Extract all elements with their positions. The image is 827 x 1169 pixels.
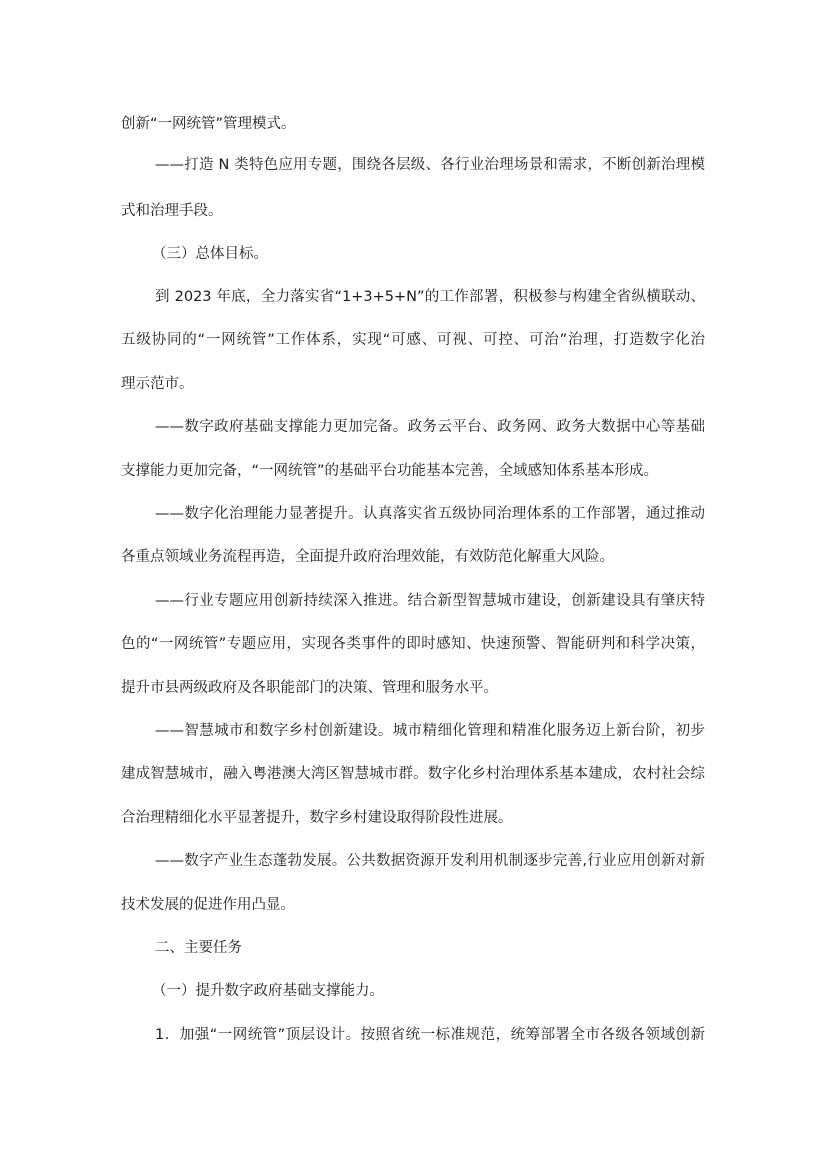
text-line: 1．加强“一网统管”顶层设计。按照省统一标准规范，统筹部署全市各级各领域创新 bbox=[155, 1027, 705, 1043]
text-line: 合治理精细化水平显著提升，数字乡村建设取得阶段性进展。 bbox=[121, 810, 513, 826]
section-heading: （一）提升数字政府基础支撑能力。 bbox=[152, 983, 384, 999]
text-line: 建成智慧城市，融入粤港澳大湾区智慧城市群。数字化乡村治理体系基本建成，农村社会综 bbox=[121, 766, 705, 782]
text-line: 创新“一网统管”管理模式。 bbox=[121, 116, 296, 132]
text-line: 到 2023 年底，全力落实省“1+3+5+N”的工作部署，积极参与构建全省纵横联动、 bbox=[155, 289, 705, 305]
section-heading: 二、主要任务 bbox=[155, 940, 242, 956]
section-heading: （三）总体目标。 bbox=[152, 246, 268, 262]
text-line: 色的“一网统管”专题应用，实现各类事件的即时感知、快速预警、智能研判和科学决策， bbox=[121, 636, 705, 652]
text-line: ——行业专题应用创新持续深入推进。结合新型智慧城市建设，创新建设具有肇庆特 bbox=[155, 593, 705, 609]
text-line: 各重点领域业务流程再造，全面提升政府治理效能，有效防范化解重大风险。 bbox=[121, 549, 614, 565]
text-line: 式和治理手段。 bbox=[121, 203, 223, 219]
text-line: ——数字产业生态蓬勃发展。公共数据资源开发利用机制逐步完善,行业应用创新对新 bbox=[155, 853, 705, 869]
text-line: ——数字化治理能力显著提升。认真落实省五级协同治理体系的工作部署，通过推动 bbox=[155, 506, 705, 522]
text-line: 支撑能力更加完备，“一网统管”的基础平台功能基本完善，全域感知体系基本形成。 bbox=[121, 463, 659, 479]
text-line: 技术发展的促进作用凸显。 bbox=[121, 897, 295, 913]
text-line: ——数字政府基础支撑能力更加完备。政务云平台、政务网、政务大数据中心等基础 bbox=[155, 419, 705, 435]
text-line: 提升市县两级政府及各职能部门的决策、管理和服务水平。 bbox=[121, 680, 498, 696]
text-line: 理示范市。 bbox=[121, 376, 194, 392]
text-line: ——智慧城市和数字乡村创新建设。城市精细化管理和精准化服务迈上新台阶，初步 bbox=[155, 723, 705, 739]
text-line: 五级协同的“一网统管”工作体系，实现“可感、可视、可控、可治”治理，打造数字化治 bbox=[121, 332, 705, 348]
text-line: ——打造 N 类特色应用专题，围绕各层级、各行业治理场景和需求，不断创新治理模 bbox=[155, 157, 705, 173]
